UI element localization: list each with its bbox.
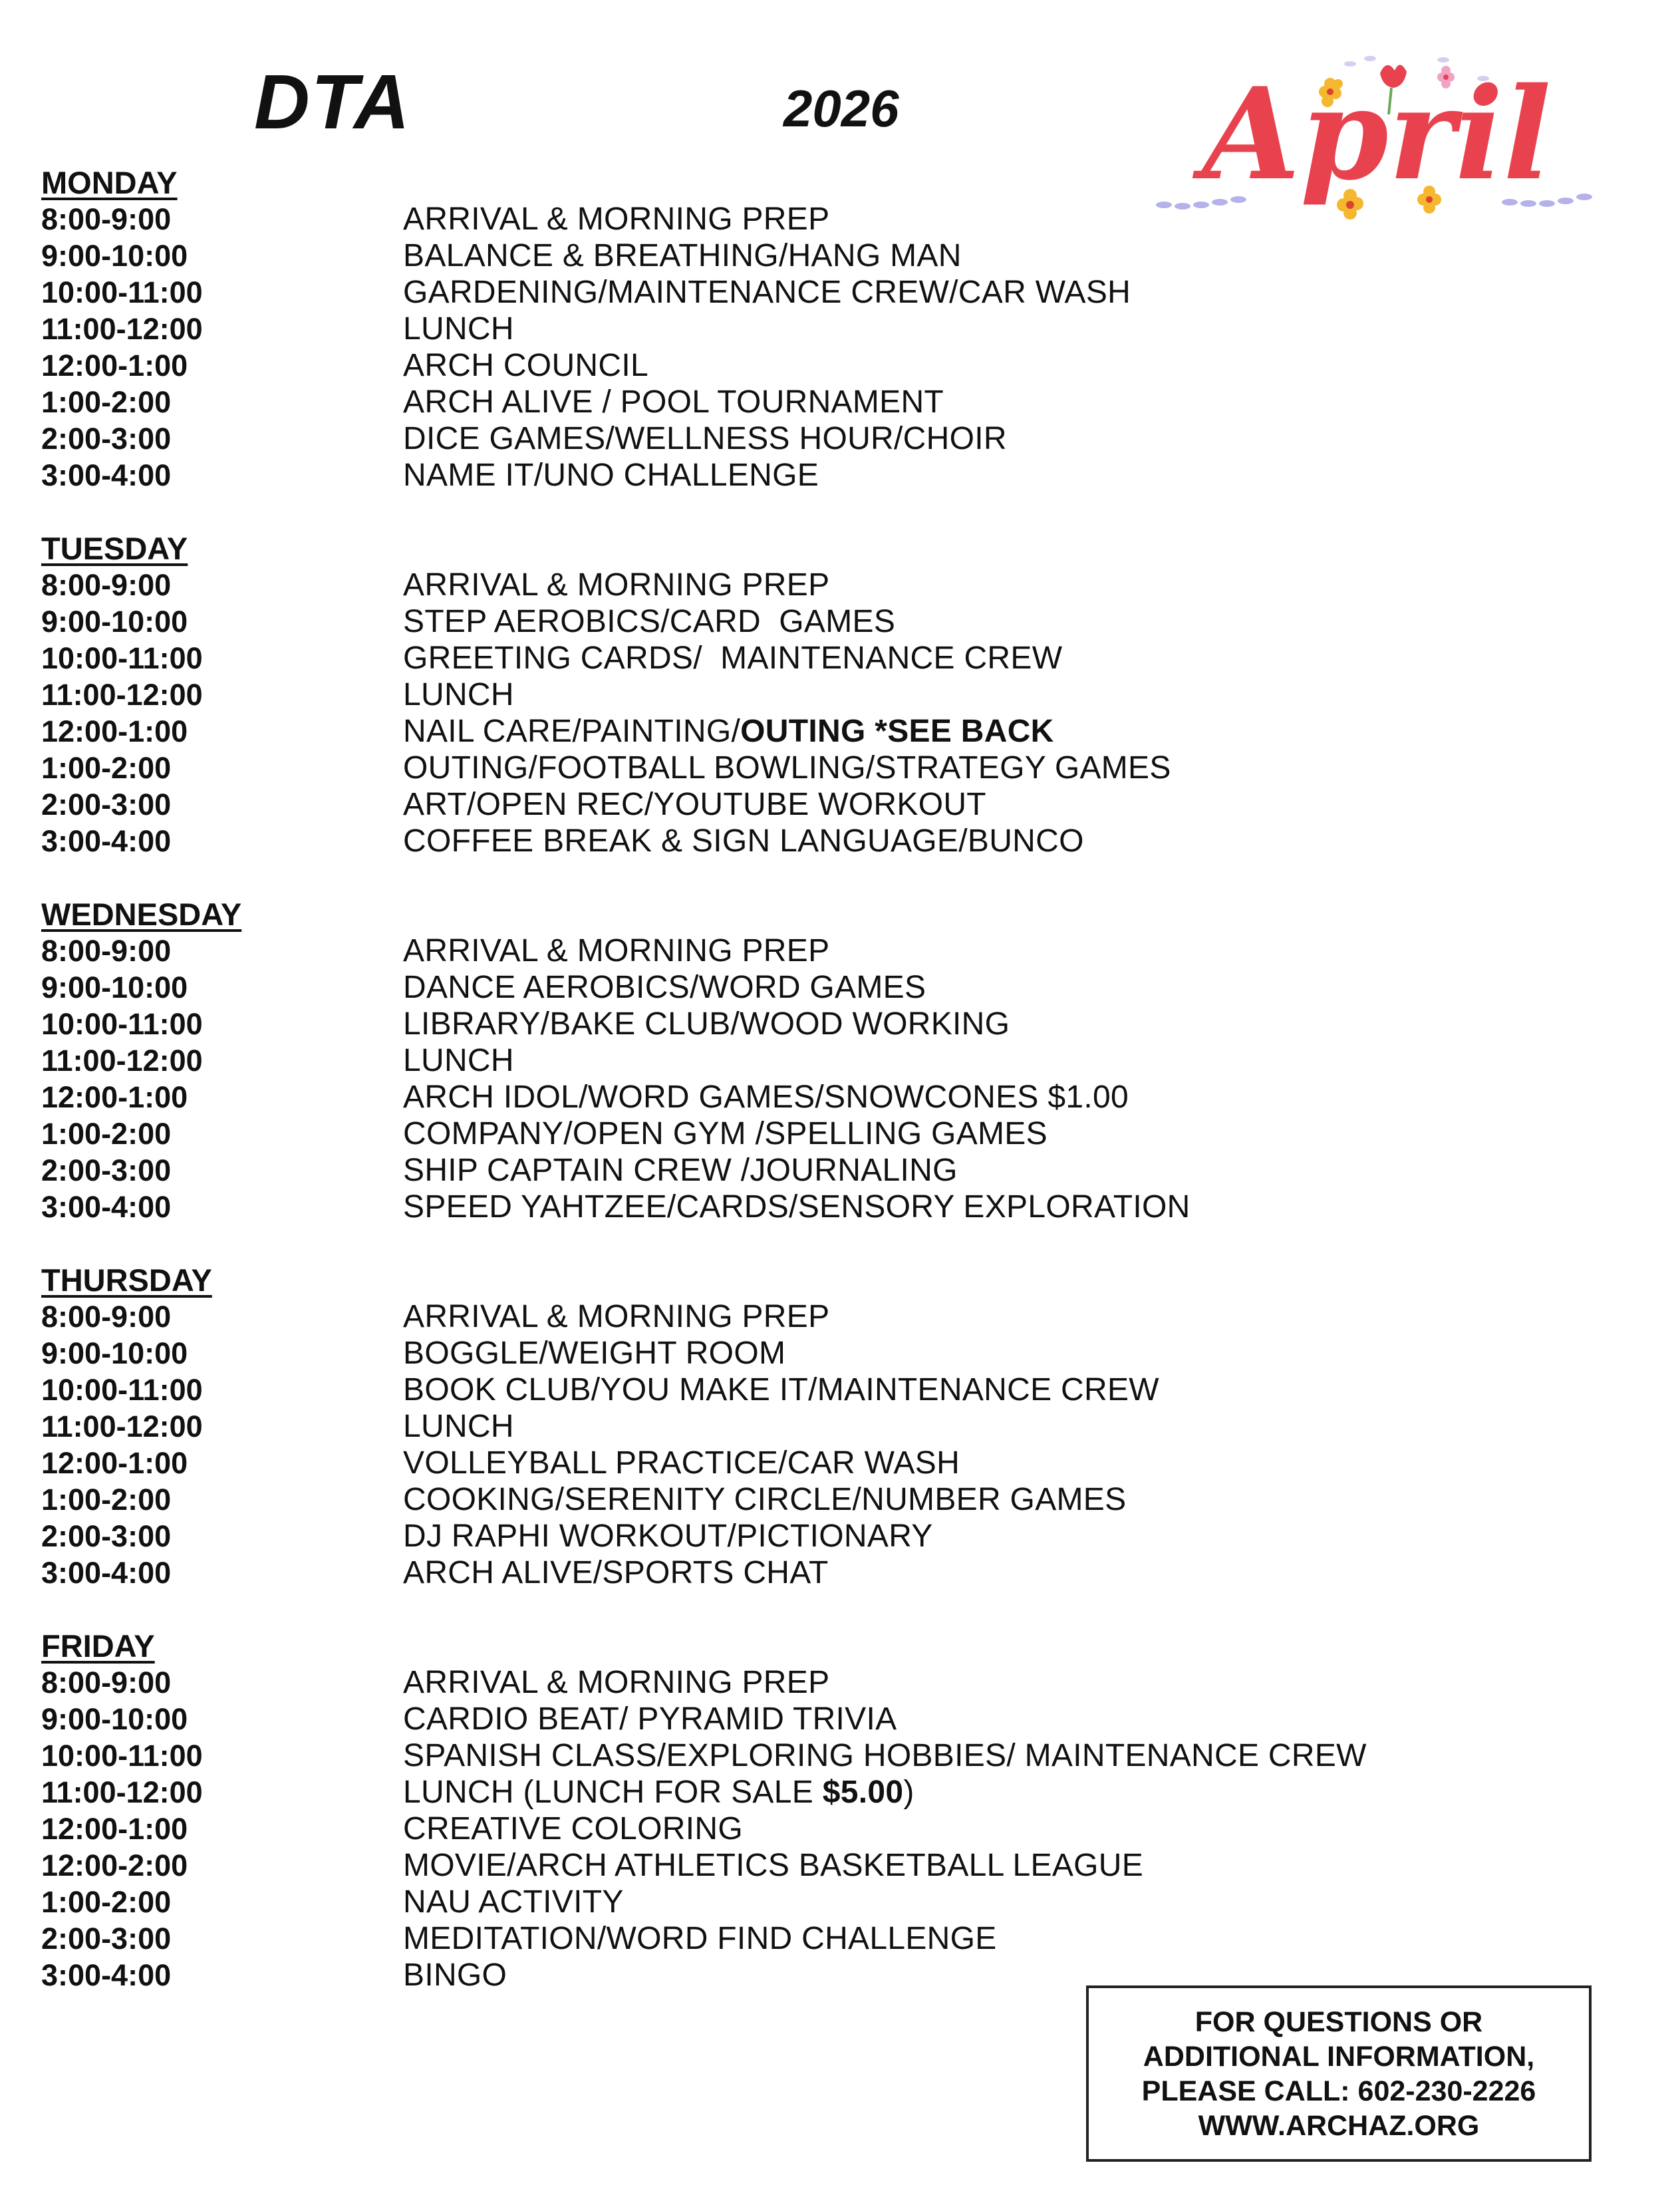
activity: BOOK CLUB/YOU MAKE IT/MAINTENANCE CREW — [403, 1372, 1159, 1407]
time-slot: 1:00-2:00 — [41, 1117, 172, 1151]
activity: LIBRARY/BAKE CLUB/WOOD WORKING — [403, 1006, 1010, 1042]
time-slot: 3:00-4:00 — [41, 458, 172, 492]
schedule-row — [0, 311, 1680, 347]
activity: ARCH IDOL/WORD GAMES/SNOWCONES $1.00 — [403, 1080, 1129, 1115]
schedule-row — [0, 201, 1680, 237]
time-slot: 11:00-12:00 — [41, 1409, 203, 1443]
activity: GREETING CARDS/ MAINTENANCE CREW — [403, 641, 1063, 676]
schedule-row — [0, 1335, 1680, 1372]
activity: ARCH COUNCIL — [403, 348, 648, 383]
schedule-row — [0, 1518, 1680, 1554]
activity-bold-text: $5.00 — [822, 1775, 904, 1810]
schedule-row — [0, 237, 1680, 274]
time-slot: 8:00-9:00 — [41, 934, 172, 968]
activity: SHIP CAPTAIN CREW /JOURNALING — [403, 1153, 958, 1188]
day-header: MONDAY — [41, 165, 178, 200]
activity: ARRIVAL & MORNING PREP — [403, 1665, 830, 1700]
activity: NAU ACTIVITY — [403, 1884, 624, 1920]
activity: VOLLEYBALL PRACTICE/CAR WASH — [403, 1445, 960, 1481]
schedule-row — [0, 640, 1680, 676]
day-block-thursday — [0, 1262, 1680, 1591]
schedule-row — [0, 1811, 1680, 1847]
activity: LUNCH — [403, 1043, 514, 1078]
schedule-row — [0, 713, 1680, 750]
schedule-row — [0, 1445, 1680, 1481]
time-slot: 2:00-3:00 — [41, 1519, 172, 1553]
activity: LUNCH — [403, 677, 514, 712]
schedule-row — [0, 1298, 1680, 1335]
time-slot: 11:00-12:00 — [41, 312, 203, 346]
schedule-row — [0, 567, 1680, 603]
time-slot: 1:00-2:00 — [41, 1483, 172, 1517]
time-slot: 10:00-11:00 — [41, 1373, 203, 1407]
activity: DANCE AEROBICS/WORD GAMES — [403, 970, 926, 1005]
time-slot: 12:00-2:00 — [41, 1848, 188, 1882]
activity: STEP AEROBICS/CARD GAMES — [403, 604, 896, 639]
day-block-monday — [0, 164, 1680, 494]
schedule-row — [0, 1554, 1680, 1591]
activity: LUNCH — [403, 1409, 514, 1444]
activity: ARRIVAL & MORNING PREP — [403, 202, 830, 237]
activity: MOVIE/ARCH ATHLETICS BASKETBALL LEAGUE — [403, 1848, 1144, 1883]
contact-info-box — [1086, 1985, 1592, 2162]
org-title: DTA — [254, 59, 411, 145]
time-slot: 1:00-2:00 — [41, 1885, 172, 1919]
day-header: TUESDAY — [41, 531, 188, 566]
activity-with-bold — [403, 1774, 914, 1811]
schedule-row — [0, 1481, 1680, 1518]
month-script-title: April — [1202, 60, 1552, 208]
activity: BOGGLE/WEIGHT ROOM — [403, 1336, 786, 1371]
schedule-row — [0, 933, 1680, 969]
activity: BALANCE & BREATHING/HANG MAN — [403, 238, 962, 273]
activity-text: NAIL CARE/PAINTING/ — [403, 714, 741, 749]
activity-with-bold — [403, 713, 1054, 750]
schedule-row — [0, 1079, 1680, 1115]
activity: COFFEE BREAK & SIGN LANGUAGE/BUNCO — [403, 823, 1084, 859]
schedule-row — [0, 1152, 1680, 1189]
schedule-row — [0, 384, 1680, 420]
activity: COOKING/SERENITY CIRCLE/NUMBER GAMES — [403, 1482, 1127, 1517]
time-slot: 2:00-3:00 — [41, 1922, 172, 1956]
activity: MEDITATION/WORD FIND CHALLENGE — [403, 1921, 997, 1956]
time-slot: 11:00-12:00 — [41, 678, 203, 712]
time-slot: 1:00-2:00 — [41, 385, 172, 419]
schedule-row — [0, 274, 1680, 311]
activity: DJ RAPHI WORKOUT/PICTIONARY — [403, 1519, 933, 1554]
time-slot: 2:00-3:00 — [41, 788, 172, 821]
info-line-website: WWW.ARCHAZ.ORG — [1198, 2109, 1480, 2142]
activity: SPANISH CLASS/EXPLORING HOBBIES/ MAINTENANCE CREW — [403, 1738, 1367, 1773]
time-slot: 10:00-11:00 — [41, 275, 203, 309]
activity: ARCH ALIVE/SPORTS CHAT — [403, 1555, 829, 1590]
schedule-row — [0, 1115, 1680, 1152]
time-slot: 12:00-1:00 — [41, 714, 188, 748]
time-slot: 12:00-1:00 — [41, 349, 188, 382]
day-header: THURSDAY — [41, 1262, 212, 1298]
time-slot: 10:00-11:00 — [41, 1007, 203, 1041]
time-slot: 8:00-9:00 — [41, 1300, 172, 1334]
time-slot: 8:00-9:00 — [41, 202, 172, 236]
schedule-row — [0, 603, 1680, 640]
activity: BINGO — [403, 1958, 507, 1993]
schedule-row — [0, 1006, 1680, 1042]
schedule-row — [0, 750, 1680, 786]
schedule-row — [0, 1408, 1680, 1445]
time-slot: 10:00-11:00 — [41, 1739, 203, 1773]
year-title: 2026 — [783, 79, 899, 138]
schedule-row — [0, 1884, 1680, 1920]
time-slot: 9:00-10:00 — [41, 1336, 188, 1370]
activity: GARDENING/MAINTENANCE CREW/CAR WASH — [403, 275, 1131, 310]
weekly-schedule — [0, 164, 1680, 2030]
time-slot: 11:00-12:00 — [41, 1044, 203, 1078]
schedule-row — [0, 786, 1680, 823]
day-header: FRIDAY — [41, 1628, 155, 1664]
day-block-friday — [0, 1628, 1680, 1993]
activity: CREATIVE COLORING — [403, 1811, 743, 1846]
activity: LUNCH — [403, 311, 514, 347]
activity: DICE GAMES/WELLNESS HOUR/CHOIR — [403, 421, 1007, 456]
activity-bold-text: OUTING *SEE BACK — [740, 714, 1054, 749]
time-slot: 1:00-2:00 — [41, 751, 172, 785]
activity: NAME IT/UNO CHALLENGE — [403, 458, 819, 493]
time-slot: 3:00-4:00 — [41, 1556, 172, 1590]
time-slot: 9:00-10:00 — [41, 605, 188, 639]
schedule-row — [0, 1920, 1680, 1957]
activity: ARRIVAL & MORNING PREP — [403, 1299, 830, 1334]
time-slot: 9:00-10:00 — [41, 1702, 188, 1736]
activity: ARRIVAL & MORNING PREP — [403, 567, 830, 603]
time-slot: 9:00-10:00 — [41, 239, 188, 273]
time-slot: 2:00-3:00 — [41, 422, 172, 456]
time-slot: 8:00-9:00 — [41, 568, 172, 602]
time-slot: 3:00-4:00 — [41, 1190, 172, 1224]
schedule-row — [0, 420, 1680, 457]
schedule-row — [0, 1847, 1680, 1884]
schedule-row — [0, 1701, 1680, 1737]
schedule-row — [0, 1042, 1680, 1079]
time-slot: 2:00-3:00 — [41, 1153, 172, 1187]
time-slot: 10:00-11:00 — [41, 641, 203, 675]
info-line: ADDITIONAL INFORMATION, — [1143, 2040, 1535, 2073]
schedule-row — [0, 1774, 1680, 1811]
activity: ARCH ALIVE / POOL TOURNAMENT — [403, 384, 944, 420]
activity: ARRIVAL & MORNING PREP — [403, 933, 830, 968]
time-slot: 12:00-1:00 — [41, 1080, 188, 1114]
time-slot: 3:00-4:00 — [41, 1958, 172, 1992]
day-block-tuesday — [0, 530, 1680, 859]
info-line: FOR QUESTIONS OR — [1194, 2005, 1483, 2038]
schedule-row — [0, 1664, 1680, 1701]
activity: SPEED YAHTZEE/CARDS/SENSORY EXPLORATION — [403, 1189, 1190, 1225]
time-slot: 8:00-9:00 — [41, 1666, 172, 1699]
activity: COMPANY/OPEN GYM /SPELLING GAMES — [403, 1116, 1048, 1151]
info-line-phone: PLEASE CALL: 602-230-2226 — [1141, 2075, 1536, 2107]
day-block-wednesday — [0, 896, 1680, 1225]
activity-text-tail: ) — [903, 1775, 914, 1810]
time-slot: 3:00-4:00 — [41, 824, 172, 858]
activity: ART/OPEN REC/YOUTUBE WORKOUT — [403, 787, 986, 822]
schedule-row — [0, 969, 1680, 1006]
schedule-row — [0, 347, 1680, 384]
schedule-row — [0, 1737, 1680, 1774]
time-slot: 12:00-1:00 — [41, 1812, 188, 1846]
schedule-row — [0, 457, 1680, 494]
activity: OUTING/FOOTBALL BOWLING/STRATEGY GAMES — [403, 750, 1171, 786]
schedule-row — [0, 823, 1680, 859]
day-header: WEDNESDAY — [41, 897, 242, 932]
activity-text: LUNCH (LUNCH FOR SALE — [403, 1775, 823, 1810]
schedule-row — [0, 1372, 1680, 1408]
time-slot: 9:00-10:00 — [41, 970, 188, 1004]
schedule-row — [0, 676, 1680, 713]
schedule-row — [0, 1189, 1680, 1225]
time-slot: 12:00-1:00 — [41, 1446, 188, 1480]
time-slot: 11:00-12:00 — [41, 1775, 203, 1809]
activity: CARDIO BEAT/ PYRAMID TRIVIA — [403, 1701, 897, 1737]
